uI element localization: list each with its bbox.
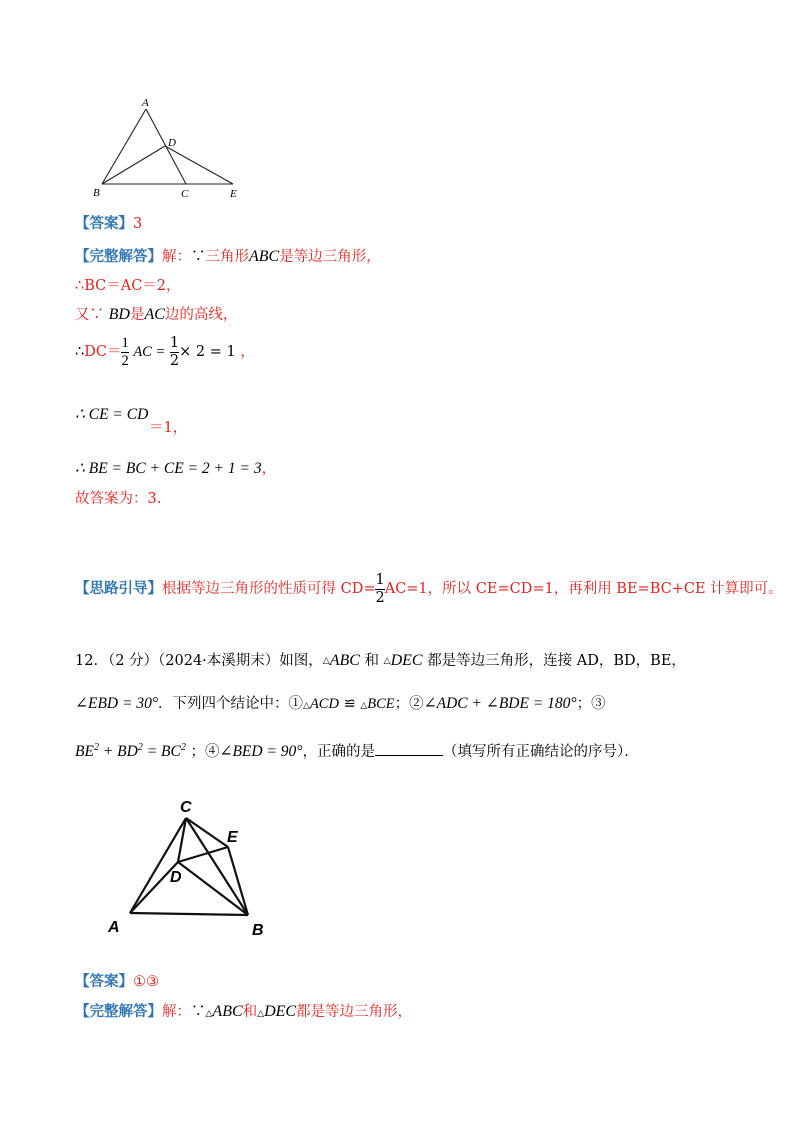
solution-tag: 【完整解答】 <box>75 1003 162 1020</box>
text: ， <box>240 344 255 360</box>
label-a: A <box>108 919 120 936</box>
triangle-symbol: △ <box>360 701 368 711</box>
text: ；③ <box>576 696 606 712</box>
math-expr: ∴ CE = CD <box>75 406 149 423</box>
label-e: E <box>230 188 237 200</box>
figure-triangle-abc <box>80 95 270 205</box>
math-expr: ∠BED = 90° <box>219 743 303 760</box>
question-12-line-1 <box>75 643 686 679</box>
text: 根据等边三角形的性质可得 CD= <box>162 581 376 597</box>
text: ， <box>261 461 277 477</box>
answer-tag: 【答案】 <box>75 215 133 232</box>
math-expr: AC = <box>133 344 166 360</box>
solution-line-3 <box>75 303 237 324</box>
label-c: C <box>180 799 192 816</box>
text: ，正确的是 <box>302 744 375 760</box>
label-c: C <box>181 188 189 200</box>
hint-tag: 【思路引导】 <box>75 580 162 597</box>
text: ；② <box>394 696 424 712</box>
answer-tag: 【答案】 <box>75 973 133 990</box>
hint-line <box>75 568 783 610</box>
label-b: B <box>252 922 264 939</box>
text: 解： <box>162 1004 191 1020</box>
solution-line-2: ∴BC＝AC＝2， <box>75 278 181 294</box>
solution-line-4 <box>75 330 255 374</box>
text: 和 <box>242 1004 258 1020</box>
solution-2-line-1 <box>75 1000 412 1021</box>
because-symbol: ∵ <box>191 249 206 265</box>
text: DC＝ <box>84 344 122 360</box>
solution-line-6 <box>75 457 276 478</box>
congruent-symbol: ≌ <box>343 696 356 712</box>
figure-triangles-abc-dec <box>100 790 290 950</box>
triangle-symbol: △ <box>257 1009 265 1019</box>
math-dec: DEC <box>390 652 423 669</box>
answer-1 <box>75 212 142 233</box>
text: ；④ <box>190 744 220 760</box>
text: 和 <box>364 653 380 669</box>
text: 是等边三角形， <box>279 249 381 265</box>
solution-tag: 【完整解答】 <box>75 248 162 265</box>
triangle-symbol: △ <box>322 656 330 666</box>
question-12-line-2 <box>75 692 606 713</box>
math-expr: ∴ BE = BC + CE = 2 + 1 = 3 <box>75 460 262 477</box>
text: ．下列四个结论中：① <box>158 696 304 712</box>
label-a: A <box>142 97 149 109</box>
answer-blank[interactable] <box>375 743 443 756</box>
text: 边的高线， <box>164 307 238 323</box>
math-abc: ABC <box>249 248 280 265</box>
solution-line-7: 故答案为：3. <box>75 491 162 507</box>
fraction-half: $\frac{1}{2}$ <box>375 571 385 606</box>
triangle-symbol: △ <box>205 1009 213 1019</box>
math-expr: ∠EBD = 30° <box>75 695 159 712</box>
answer-value: 3 <box>133 216 143 232</box>
text: 解： <box>162 249 191 265</box>
math-acd: ACD <box>309 696 339 712</box>
math-expr: ∠ADC + ∠BDE = 180° <box>423 695 577 712</box>
therefore-symbol: ∴ <box>75 344 85 360</box>
math-dec: DEC <box>264 1003 297 1020</box>
answer-2 <box>75 970 159 991</box>
triangle-symbol: △ <box>303 701 310 711</box>
fraction-half: $\frac{1}{2}$ <box>169 334 180 369</box>
label-d: D <box>170 869 182 886</box>
text: AC=1，所以 CE=CD=1，再利用 BE=BC+CE 计算即可。 <box>384 581 783 597</box>
label-b: B <box>93 187 100 199</box>
text: 都是等边三角形， <box>296 1004 413 1020</box>
math-abc: ABC <box>329 652 360 669</box>
label-e: E <box>227 829 238 846</box>
label-d: D <box>168 137 176 149</box>
text: 三角形 <box>205 249 249 265</box>
solution-line-5-value: ＝1， <box>149 420 188 436</box>
answer-value: ①③ <box>133 974 159 990</box>
text: 又∵ <box>75 307 104 323</box>
text: 12．（2 分）（2024·本溪期末）如图， <box>75 653 323 669</box>
question-12-line-3 <box>75 740 639 761</box>
text: 是 <box>129 307 145 323</box>
math-bce: BCE <box>367 696 395 712</box>
because-symbol: ∵ <box>191 1004 206 1020</box>
text: 都是等边三角形，连接 AD，BD，BE， <box>427 653 686 669</box>
solution-line-1 <box>75 245 381 266</box>
text: （填写所有正确结论的序号）． <box>442 744 639 760</box>
math-abc: ABC <box>212 1003 243 1020</box>
math-ac: AC <box>144 306 165 323</box>
triangle-symbol: △ <box>383 656 391 666</box>
fraction-half: $\frac{1}{2}$ <box>121 334 129 369</box>
solution-line-5 <box>75 405 148 424</box>
math-expr: $BE^2 + BD^2 = BC^2$ <box>75 741 186 760</box>
math-expr: × 2 = 1 <box>179 344 236 360</box>
math-bd: BD <box>108 306 130 323</box>
